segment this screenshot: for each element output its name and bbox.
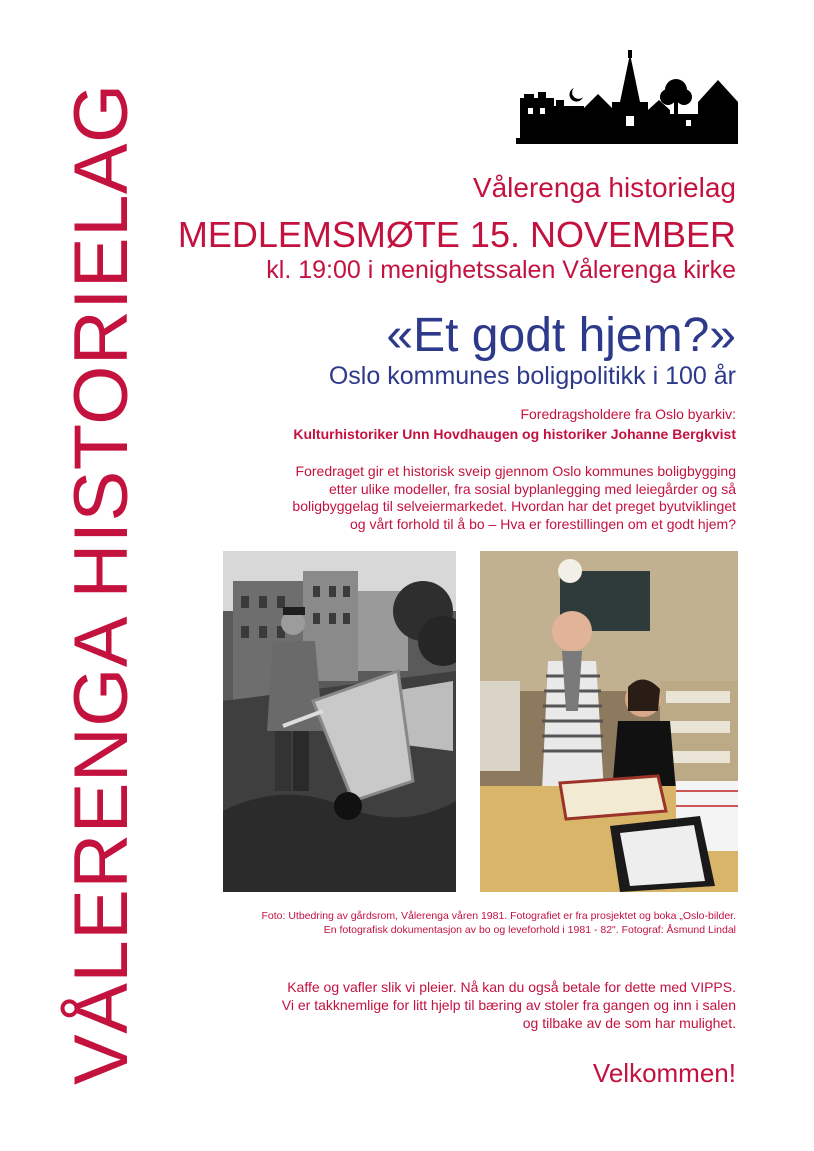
meeting-time-location: kl. 19:00 i menighetssalen Vålerenga kirke — [266, 256, 736, 284]
refreshments-info — [282, 978, 736, 1032]
org-name: Vålerenga historielag — [472, 172, 736, 203]
description-line: og vårt forhold til å bo – Hva er forestillingen om et godt hjem? — [350, 515, 736, 532]
lecture-description — [216, 463, 736, 533]
info-line: Kaffe og vafler slik vi pleier. Nå kan du også betale for dette med VIPPS. — [287, 979, 736, 995]
skyline-logo-icon — [516, 50, 738, 146]
info-line: Vi er takknemlige for litt hjelp til bæring av stoler fra gangen og inn i salen — [281, 997, 736, 1013]
lecture-title: «Et godt hjem?» — [386, 309, 736, 362]
description-line: Foredraget gir et historisk sveip gjennom Oslo kommunes boligbygging — [295, 463, 736, 479]
caption-line: En fotografisk dokumentasjon av bo og leveforhold i 1981 - 82". Fotograf: Åsmund Lindal — [323, 924, 736, 936]
speakers-names: Kulturhistoriker Unn Hovdhaugen og historiker Johanne Bergkvist — [293, 426, 736, 442]
speakers-label: Foredragsholdere fra Oslo byarkiv: — [520, 406, 736, 422]
photo-caption — [262, 909, 737, 937]
description-line: etter ulike modeller, fra sosial byplanlegging med leiegårder og så — [328, 480, 736, 497]
caption-line: Foto: Utbedring av gårdsrom, Vålerenga våren 1981. Fotografiet er fra prosjektet og boka „Oslo-bilder. — [261, 910, 736, 922]
photo-archive — [480, 551, 738, 892]
lecture-subtitle: Oslo kommunes boligpolitikk i 100 år — [328, 362, 736, 390]
side-title: VÅLERENGA HISTORIELAG — [59, 83, 144, 1085]
welcome-text: Velkommen! — [592, 1058, 736, 1088]
meeting-heading: MEDLEMSMØTE 15. NOVEMBER — [177, 214, 736, 255]
info-line: og tilbake av de som har mulighet. — [522, 1015, 736, 1031]
photo-wheelbarrow — [223, 551, 456, 892]
description-line: boligbyggelag til selveiermarkedet. Hvordan har det preget byutviklinget — [292, 498, 736, 514]
